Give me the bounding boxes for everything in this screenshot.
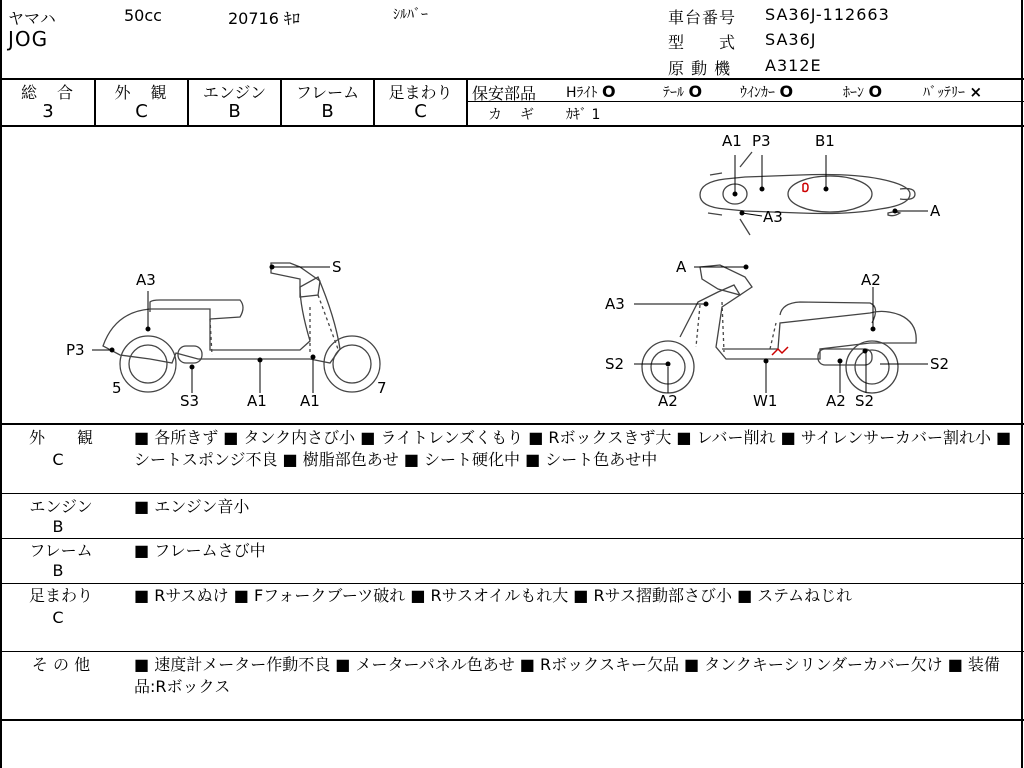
- remark-engine-label: エンジン: [29, 497, 93, 516]
- key-label: カ ギ: [488, 107, 536, 123]
- remark-engine-grade: B: [52, 517, 64, 536]
- remark-other-text: ■ 速度計メーター作動不良 ■ メーターパネル色あせ ■ Rボックスキー欠品 ■ タンクキーシリンダーカバー欠け ■ 装備品:Rボックス: [134, 655, 1000, 696]
- safety-item-tail: ﾃｰﾙ O: [663, 82, 703, 101]
- grade-engine-value: B: [228, 101, 241, 122]
- diagram-label: P3: [66, 341, 85, 359]
- remark-exterior-label: 外 観: [28, 428, 93, 447]
- mileage: 20716 ｷﾛ: [228, 9, 300, 28]
- frame-no-label: 車台番号: [668, 8, 737, 27]
- displacement: 50cc: [124, 6, 162, 25]
- diagram-label: A2: [861, 271, 881, 289]
- diagram-label: S2: [605, 355, 625, 373]
- divider: [0, 583, 1024, 584]
- grade-exterior-label: 外 観: [114, 83, 169, 102]
- grade-engine-label: エンジン: [202, 83, 267, 102]
- remark-engine-text: ■ エンジン音小: [134, 497, 250, 516]
- remark-other-label: そ の 他: [31, 655, 91, 674]
- diagram-label: 7: [377, 379, 387, 397]
- diagram-label: S2: [855, 392, 875, 410]
- remark-suspension-label: 足まわり: [28, 586, 93, 605]
- diagram-label: A3: [763, 208, 783, 226]
- remark-suspension-text: ■ Rサスぬけ ■ Fフォークブーツ破れ ■ Rサスオイルもれ大 ■ Rサス摺動部さび小 ■ ステムねじれ: [134, 586, 853, 605]
- grade-overall-value: 3: [42, 101, 54, 122]
- remark-exterior-grade: C: [52, 450, 64, 469]
- diagram-label: A2: [658, 392, 678, 410]
- grade-frame-value: B: [321, 101, 334, 122]
- diagram-label: A3: [136, 271, 156, 289]
- diagram-label: A1: [722, 132, 742, 150]
- safety-item-horn: ﾎｰﾝ O: [843, 82, 883, 101]
- model-name: JOG: [8, 27, 49, 51]
- diagram-label: A: [676, 258, 687, 276]
- diagram-label: S: [332, 258, 342, 276]
- remark-frame-grade: B: [52, 561, 64, 580]
- safety-item-winker: ｳｲﾝｶｰ O: [740, 82, 794, 101]
- diagram-label: A2: [826, 392, 846, 410]
- diagram-label: B1: [815, 132, 835, 150]
- diagram-label: A3: [605, 295, 625, 313]
- type-value: SA36J: [765, 30, 817, 49]
- diagram-label: P3: [752, 132, 771, 150]
- remark-suspension-grade: C: [52, 608, 64, 627]
- diagram-label: 5: [112, 379, 122, 397]
- grade-exterior-value: C: [135, 101, 148, 122]
- safety-item-headlight: Hﾗｲﾄ O: [566, 82, 616, 101]
- key-value: ｶｷﾞ 1: [566, 107, 601, 123]
- damage-diagram: [0, 127, 1024, 423]
- maker: ヤマハ: [8, 9, 56, 28]
- divider: [0, 423, 1024, 425]
- type-label: 型 式: [668, 33, 737, 52]
- grade-suspension-value: C: [414, 101, 427, 122]
- divider: [466, 79, 468, 126]
- grade-suspension-label: 足まわり: [388, 83, 453, 102]
- diagram-label: A: [930, 202, 941, 220]
- engine-model-value: A312E: [765, 56, 822, 75]
- remark-frame-text: ■ フレームさび中: [134, 541, 266, 560]
- damage-mark: [803, 183, 808, 191]
- diagram-label: W1: [753, 392, 778, 410]
- frame-no-value: SA36J-112663: [765, 5, 890, 24]
- grade-frame-label: フレーム: [295, 83, 360, 102]
- grade-overall-label: 総 合: [20, 83, 75, 102]
- damage-mark: [772, 347, 788, 355]
- divider: [0, 719, 1024, 721]
- color: ｼﾙﾊﾞｰ: [393, 7, 428, 23]
- diagram-label: A1: [247, 392, 267, 410]
- safety-label: 保安部品: [472, 84, 537, 103]
- engine-model-label: 原 動 機: [668, 59, 732, 78]
- remark-frame-label: フレーム: [29, 541, 93, 560]
- diagram-label: S3: [180, 392, 200, 410]
- divider: [0, 493, 1024, 494]
- divider: [0, 538, 1024, 539]
- diagram-label: S2: [930, 355, 950, 373]
- scooter-top-view: [700, 152, 915, 235]
- remark-exterior-text: ■ 各所きず ■ タンク内さび小 ■ ライトレンズくもり ■ Rボックスきず大 ■ レバー削れ ■ サイレンサーカバー割れ小 ■ シートスポンジ不良 ■ 樹脂部色あせ ■ シート硬化中 ■ シート色あせ中: [134, 428, 1012, 469]
- divider: [0, 651, 1024, 652]
- safety-item-battery: ﾊﾞｯﾃﾘｰ ×: [923, 83, 983, 101]
- diagram-label: A1: [300, 392, 320, 410]
